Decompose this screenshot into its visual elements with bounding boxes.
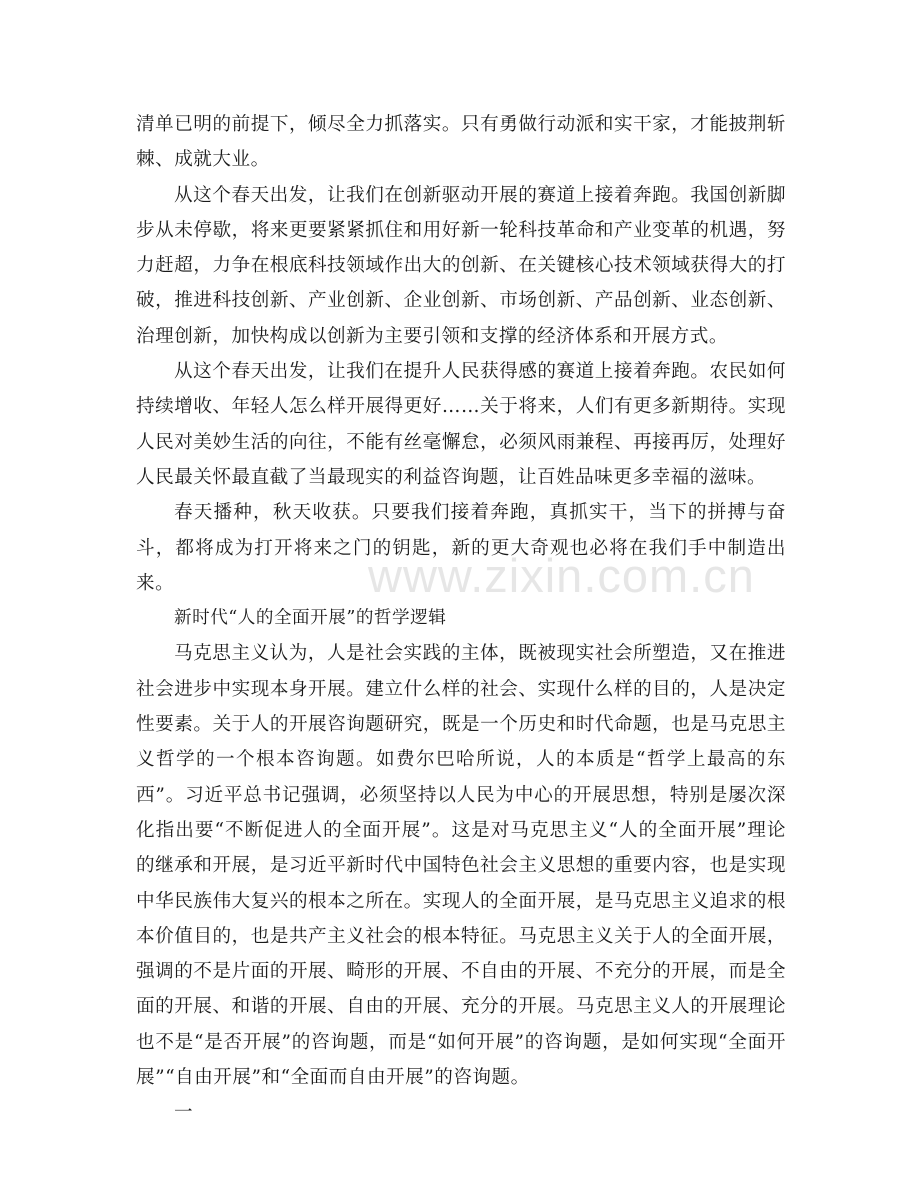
document-body [136, 107, 786, 1131]
paragraph-spring-sowing: 春天播种，秋天收获。只要我们接着奔跑，真抓实干，当下的拼搏与奋斗，都将成为打开将来之门的钥匙，新的更大奇观也必将在我们手中制造出来。 [136, 502, 786, 594]
paragraph-continuation: 清单已明的前提下，倾尽全力抓落实。只有勇做行动派和实干家，才能披荆斩棘、成就大业。 [136, 114, 786, 171]
watermark: www.zixin.com.cn [368, 549, 755, 602]
paragraph-people-wellbeing: 从这个春天出发，让我们在提升人民获得感的赛道上接着奔跑。农民如何持续增收、年轻人怎么样开展得更好……关于将来，人们有更多新期待。实现人民对美妙生活的向往，不能有丝毫懈怠，必须风雨兼程、再接再厉，处理好人民最关怀最直截了当最现实的利益咨询题，让百姓品味更多幸福的滋味。 [136, 361, 786, 488]
paragraph-marxism: 马克思主义认为，人是社会实践的主体，既被现实社会所塑造，又在推进社会进步中实现本身开展。建立什么样的社会、实现什么样的目的，人是决定性要素。关于人的开展咨询题研究，既是一个历史和时代命题，也是马克思主义哲学的一个根本咨询题。如费尔巴哈所说，人的本质是“哲学上最高的东西”。习近平总书记强调，必须坚持以人民为中心的开展思想，特别是屡次深化指出要“不断促进人的全面开展”。这是对马克思主义“人的全面开展”理论的继承和开展，是习近平新时代中国特色社会主义思想的重要内容，也是实现中华民族伟大复兴的根本之所在。实现人的全面开展，是马克思主义追求的根本价值目的，也是共产主义社会的根本特征。马克思主义关于人的全面开展，强调的不是片面的开展、畸形的开展、不自由的开展、不充分的开展，而是全面的开展、和谐的开展、自由的开展、充分的开展。马克思主义人的开展理论也不是“是否开展”的咨询题，而是“如何开展”的咨询题，是如何实现“全面开展”“自由开展”和“全面而自由开展”的咨询题。 [136, 643, 786, 1089]
paragraph-innovation: 从这个春天出发，让我们在创新驱动开展的赛道上接着奔跑。我国创新脚步从未停歇，将来更要紧紧抓住和用好新一轮科技革命和产业变革的机遇，努力赶超，力争在根底科技领域作出大的创新、在关键核心技术领域获得大的打破，推进科技创新、产业创新、企业创新、市场创新、产品创新、业态创新、治理创新，加快构成以创新为主要引领和支撑的经济体系和开展方式。 [136, 184, 786, 347]
section-numeral: 一 [174, 1102, 194, 1124]
section-heading: 新时代“人的全面开展”的哲学逻辑 [174, 608, 447, 629]
